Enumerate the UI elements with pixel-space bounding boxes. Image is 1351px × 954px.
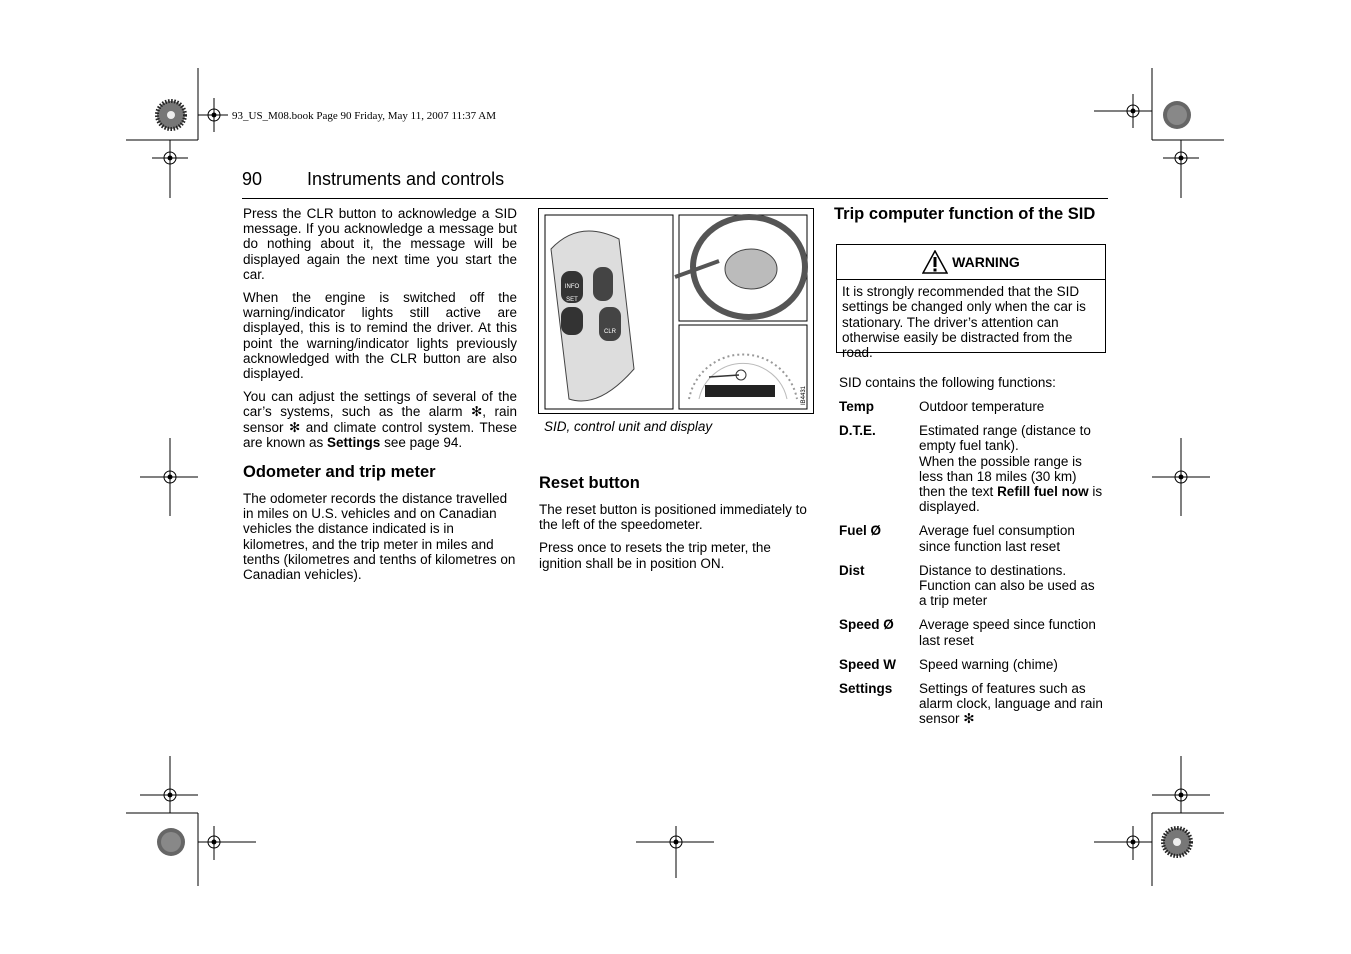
book-header: 93_US_M08.book Page 90 Friday, May 11, 2007 11:37 AM [232,110,496,122]
warning-triangle-icon [922,250,948,274]
sid-intro: SID contains the following functions: [839,375,1056,390]
column-2 [539,473,814,579]
section-heading-odometer: Odometer and trip meter [243,463,436,482]
paragraph: Press once to resets the trip meter, the ignition shall be in position ON. [539,540,771,571]
header-rule [242,198,1108,199]
page-number: 90 [242,169,263,189]
function-row [839,681,1105,727]
sid-drawing [539,209,813,413]
warning-text: It is strongly recommended that the SID settings be changed only when the car is stationary. The driver’s attention can otherwise easily be distracted from the road. [842,284,1086,361]
column-1 [243,206,517,590]
function-desc: Average speed since function last reset [919,617,1096,648]
function-desc: Estimated range (distance to empty fuel tank). When the possible range is less than 18 miles (30 km) then the text Refill fuel now is displayed. [919,423,1103,515]
function-row [839,423,1105,514]
section-heading-reset: Reset button [539,474,640,492]
function-desc: Speed warning (chime) [919,656,1058,672]
function-term: D.T.E. [839,423,876,439]
paragraph: The reset button is positioned immediately to the left of the speedometer. [539,502,807,533]
rain-sensor-icon: ✻ [288,419,301,435]
function-term: Speed Ø [839,617,894,633]
function-row [839,657,1105,672]
page-title: Instruments and controls [307,169,505,189]
function-term: Speed W [839,656,897,672]
paragraph: Press the CLR button to acknowledge a SID message. If you acknowledge a message but do nothing about it, the message will be displayed again the next time you start the car. [243,206,517,282]
paragraph-settings: You can adjust the settings of several of the car’s systems, such as the alarm ✻, rain sensor ✻ and climate control system. These are known as Settings see page 94. [243,389,518,450]
function-term: Settings [839,681,893,697]
paragraph: When the engine is switched off the warning/indicator lights still active are displayed, this is to remind the driver. At this point the warning/indicator lights previously acknowledged with the CLR button are also displayed. [243,290,517,382]
paragraph: The odometer records the distance travelled in miles on U.S. vehicles and on Canadian vehicles the distance indicated is in kilometres, and the trip meter in miles and tenths (kilometres and tenths of kilometres on Canadian vehicles). [243,491,516,583]
function-list [839,399,1105,736]
function-desc: Settings of features such as alarm clock, language and rain sensor ✻ [919,681,1103,727]
function-row [839,617,1105,647]
sid-illustration [538,208,814,414]
warning-label: WARNING [952,254,1020,270]
alarm-icon: ✻ [470,404,483,420]
clr-button-label: CLR [603,329,617,335]
function-desc: Outdoor temperature [919,399,1045,414]
function-term: Temp [839,399,875,414]
warning-box [836,244,1106,361]
info-button-label: INFO [564,284,580,290]
function-desc: Average fuel consumption since function last reset [919,523,1075,554]
figure-code: IB4431 [801,385,807,405]
rain-sensor-icon: ✻ [963,711,975,727]
function-term: Fuel Ø [839,523,882,539]
set-button-label: SET [566,297,578,303]
warning-header [837,245,1105,280]
function-row [839,563,1105,609]
function-row [839,523,1105,553]
function-desc: Distance to destinations. Function can also be used as a trip meter [919,562,1095,609]
figure-caption: SID, control unit and display [544,419,713,434]
function-row [839,399,1105,414]
function-term: Dist [839,562,865,578]
section-heading-trip-computer: Trip computer function of the SID [834,205,1096,223]
